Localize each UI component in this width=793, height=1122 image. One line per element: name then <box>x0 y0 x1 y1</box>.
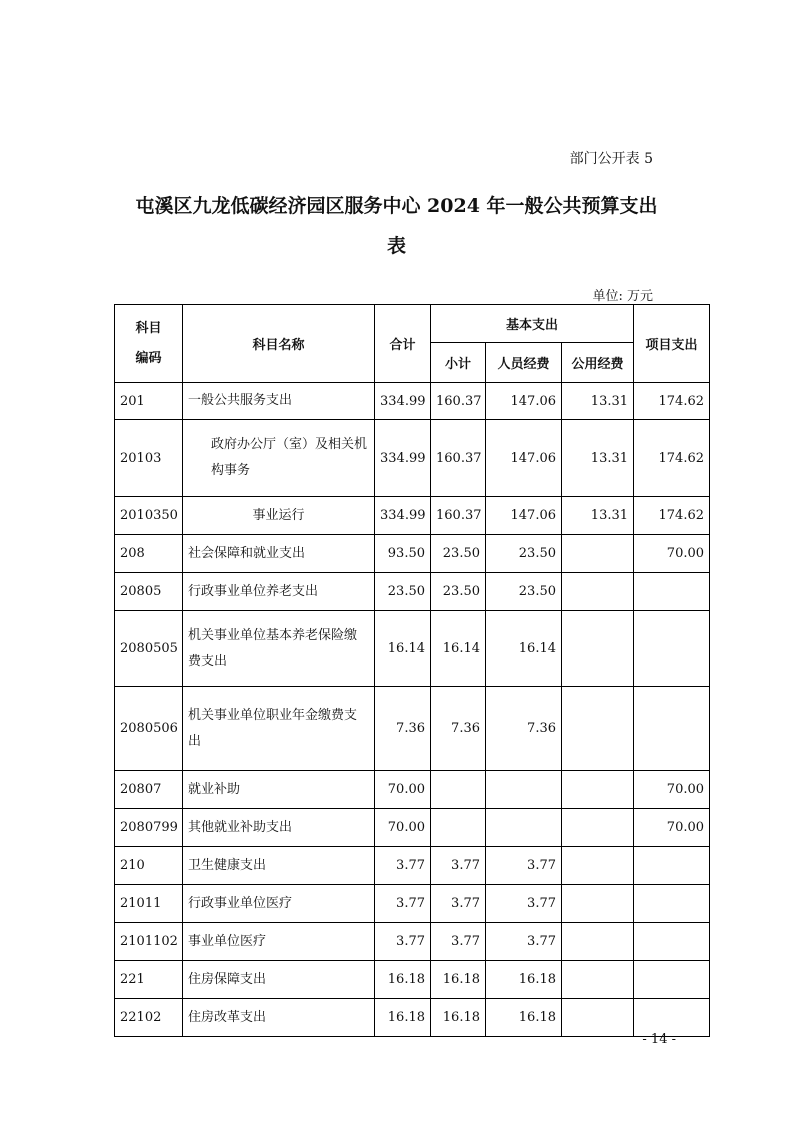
row-total: 70.00 <box>375 809 431 847</box>
table-row <box>115 687 710 771</box>
header-code-bottom: 编码 <box>135 350 162 366</box>
row-code: 2080505 <box>115 611 183 687</box>
row-total: 334.99 <box>375 383 431 420</box>
row-subtotal: 160.37 <box>431 420 486 497</box>
row-project <box>634 961 710 999</box>
row-name: 事业单位医疗 <box>183 923 375 961</box>
row-total: 334.99 <box>375 497 431 535</box>
row-project: 70.00 <box>634 809 710 847</box>
row-subtotal: 3.77 <box>431 885 486 923</box>
row-public <box>562 961 634 999</box>
row-project: 70.00 <box>634 535 710 573</box>
row-code: 2080506 <box>115 687 183 771</box>
row-name: 社会保障和就业支出 <box>183 535 375 573</box>
row-total: 3.77 <box>375 885 431 923</box>
header-personnel: 人员经费 <box>486 343 562 383</box>
row-name: 政府办公厅（室）及相关机构事务 <box>183 420 375 497</box>
row-public <box>562 923 634 961</box>
row-code: 20103 <box>115 420 183 497</box>
row-name: 住房改革支出 <box>183 999 375 1037</box>
table-row <box>115 497 710 535</box>
row-code: 2080799 <box>115 809 183 847</box>
row-personnel: 16.18 <box>486 999 562 1037</box>
row-name: 机关事业单位职业年金缴费支出 <box>183 687 375 771</box>
row-code: 21011 <box>115 885 183 923</box>
row-project <box>634 923 710 961</box>
unit-label: 单位: 万元 <box>592 289 653 304</box>
page-number: - 14 - <box>642 1032 676 1047</box>
header-total: 合计 <box>375 305 431 383</box>
row-name: 其他就业补助支出 <box>183 809 375 847</box>
row-total: 7.36 <box>375 687 431 771</box>
row-subtotal <box>431 809 486 847</box>
row-name: 卫生健康支出 <box>183 847 375 885</box>
row-public: 13.31 <box>562 383 634 420</box>
row-project: 174.62 <box>634 383 710 420</box>
row-total: 16.18 <box>375 961 431 999</box>
row-total: 93.50 <box>375 535 431 573</box>
row-project: 174.62 <box>634 420 710 497</box>
row-subtotal: 160.37 <box>431 383 486 420</box>
table-row <box>115 885 710 923</box>
row-public <box>562 611 634 687</box>
header-code-top: 科目 <box>135 320 162 336</box>
row-personnel: 16.18 <box>486 961 562 999</box>
header-subtotal: 小计 <box>431 343 486 383</box>
title-line-1: 屯溪区九龙低碳经济园区服务中心 2024 年一般公共预算支出 <box>135 195 658 217</box>
row-personnel <box>486 771 562 809</box>
row-name: 住房保障支出 <box>183 961 375 999</box>
header-name: 科目名称 <box>183 305 375 383</box>
row-name: 行政事业单位医疗 <box>183 885 375 923</box>
row-total: 3.77 <box>375 923 431 961</box>
row-code: 208 <box>115 535 183 573</box>
row-name: 一般公共服务支出 <box>183 383 375 420</box>
header-code <box>115 305 183 383</box>
row-code: 20807 <box>115 771 183 809</box>
row-subtotal: 3.77 <box>431 847 486 885</box>
row-name: 事业运行 <box>183 497 375 535</box>
row-project <box>634 999 710 1037</box>
row-public <box>562 535 634 573</box>
row-personnel: 147.06 <box>486 497 562 535</box>
row-total: 70.00 <box>375 771 431 809</box>
header-basic: 基本支出 <box>431 305 634 343</box>
table-row <box>115 611 710 687</box>
row-personnel: 23.50 <box>486 535 562 573</box>
row-total: 3.77 <box>375 847 431 885</box>
row-personnel: 3.77 <box>486 923 562 961</box>
row-code: 210 <box>115 847 183 885</box>
row-subtotal: 23.50 <box>431 535 486 573</box>
row-personnel: 3.77 <box>486 885 562 923</box>
row-project <box>634 885 710 923</box>
row-project: 174.62 <box>634 497 710 535</box>
row-project <box>634 573 710 611</box>
row-code: 20805 <box>115 573 183 611</box>
header-project: 项目支出 <box>634 305 710 383</box>
row-total: 16.14 <box>375 611 431 687</box>
row-project: 70.00 <box>634 771 710 809</box>
table-row <box>115 535 710 573</box>
row-personnel: 3.77 <box>486 847 562 885</box>
header-row-1 <box>115 305 710 343</box>
row-subtotal: 160.37 <box>431 497 486 535</box>
row-project <box>634 847 710 885</box>
row-public <box>562 809 634 847</box>
row-subtotal: 16.14 <box>431 611 486 687</box>
row-subtotal: 7.36 <box>431 687 486 771</box>
row-personnel: 147.06 <box>486 420 562 497</box>
table-code: 部门公开表 5 <box>569 151 653 167</box>
row-subtotal: 16.18 <box>431 961 486 999</box>
row-public <box>562 885 634 923</box>
row-name: 行政事业单位养老支出 <box>183 573 375 611</box>
expenditure-table <box>114 304 710 1037</box>
row-personnel <box>486 809 562 847</box>
row-public <box>562 687 634 771</box>
table-row <box>115 999 710 1037</box>
row-total: 23.50 <box>375 573 431 611</box>
row-code: 22102 <box>115 999 183 1037</box>
row-public <box>562 771 634 809</box>
title-line-2: 表 <box>386 235 406 257</box>
table-row <box>115 809 710 847</box>
row-name: 就业补助 <box>183 771 375 809</box>
row-public <box>562 999 634 1037</box>
row-name: 机关事业单位基本养老保险缴费支出 <box>183 611 375 687</box>
row-personnel: 7.36 <box>486 687 562 771</box>
row-project <box>634 611 710 687</box>
row-subtotal <box>431 771 486 809</box>
table-row <box>115 383 710 420</box>
table-row <box>115 847 710 885</box>
row-project <box>634 687 710 771</box>
row-personnel: 23.50 <box>486 573 562 611</box>
table-row <box>115 961 710 999</box>
row-code: 2010350 <box>115 497 183 535</box>
row-public: 13.31 <box>562 420 634 497</box>
row-subtotal: 23.50 <box>431 573 486 611</box>
table-row <box>115 771 710 809</box>
row-public <box>562 847 634 885</box>
row-code: 201 <box>115 383 183 420</box>
row-public <box>562 573 634 611</box>
page-title <box>0 186 793 266</box>
header-public: 公用经费 <box>562 343 634 383</box>
table-row <box>115 420 710 497</box>
row-subtotal: 3.77 <box>431 923 486 961</box>
row-code: 221 <box>115 961 183 999</box>
row-public: 13.31 <box>562 497 634 535</box>
row-total: 334.99 <box>375 420 431 497</box>
row-code: 2101102 <box>115 923 183 961</box>
row-total: 16.18 <box>375 999 431 1037</box>
row-personnel: 147.06 <box>486 383 562 420</box>
table-row <box>115 923 710 961</box>
row-subtotal: 16.18 <box>431 999 486 1037</box>
table-row <box>115 573 710 611</box>
row-personnel: 16.14 <box>486 611 562 687</box>
